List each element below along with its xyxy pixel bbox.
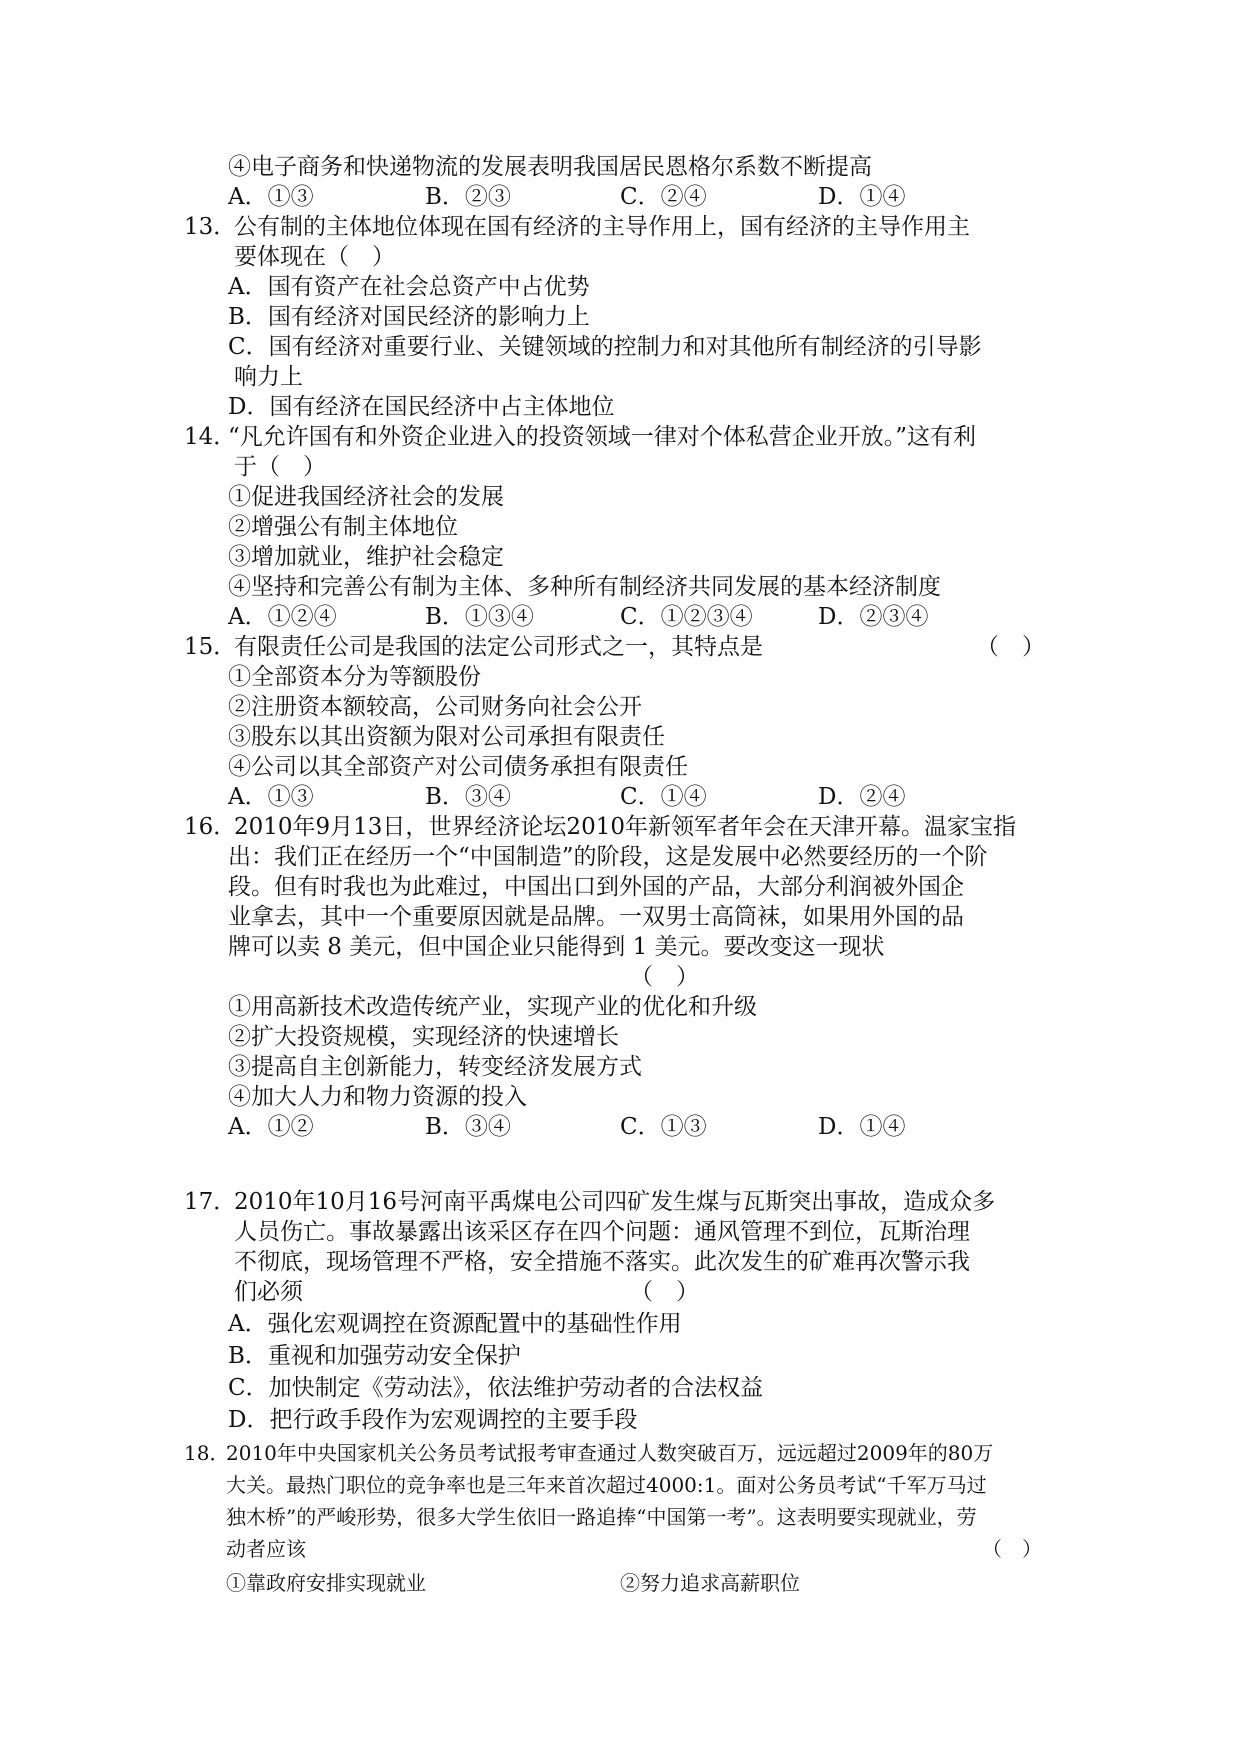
q15-number: 15． bbox=[184, 634, 237, 660]
q13-number: 13． bbox=[184, 214, 237, 240]
q18-number: 18． bbox=[184, 1441, 230, 1465]
q14-statement-1: ①促进我国经济社会的发展 bbox=[228, 484, 504, 510]
q16-stem-line-3: 段。但有时我也为此难过，中国出口到外国的产品，大部分利润被外国企 bbox=[228, 874, 964, 900]
q13-choice-c-line-1: C．国有经济对重要行业、关键领域的控制力和对其他所有制经济的引导影 bbox=[228, 334, 982, 360]
q17-answer-paren: （ ） bbox=[630, 1279, 699, 1305]
q14-stem-line-1: “凡允许国有和外资企业进入的投资领域一律对个体私营企业开放。”这有利 bbox=[228, 424, 977, 450]
q12-option-c: C．②④ bbox=[620, 184, 707, 210]
q12-option-a: A．①③ bbox=[228, 184, 314, 210]
q17-choice-a: A．强化宏观调控在资源配置中的基础性作用 bbox=[228, 1311, 682, 1337]
q14-statement-3: ③增加就业，维护社会稳定 bbox=[228, 544, 504, 570]
q14-stem-line-2: 于（ ） bbox=[234, 454, 326, 480]
q18-stem-line-2: 大关。最热门职位的竞争率也是三年来首次超过4000:1。面对公务员考试“千军万马过 bbox=[226, 1473, 987, 1497]
q13-choice-b: B．国有经济对国民经济的影响力上 bbox=[228, 304, 590, 330]
q17-choice-d: D．把行政手段作为宏观调控的主要手段 bbox=[228, 1407, 638, 1433]
q12-option-b: B．②③ bbox=[425, 184, 511, 210]
q16-option-d: D．①④ bbox=[818, 1114, 906, 1140]
q16-stem-line-1: 2010年9月13日，世界经济论坛2010年新领军者年会在天津开幕。温家宝指 bbox=[234, 814, 1016, 840]
q12-statement-4: ④电子商务和快递物流的发展表明我国居民恩格尔系数不断提高 bbox=[228, 154, 872, 180]
q17-choice-c: C．加快制定《劳动法》，依法维护劳动者的合法权益 bbox=[228, 1375, 764, 1401]
q18-answer-paren: （ ） bbox=[982, 1537, 1042, 1561]
q15-statement-2: ②注册资本额较高，公司财务向社会公开 bbox=[228, 694, 642, 720]
q16-option-a: A．①② bbox=[228, 1114, 314, 1140]
q15-option-b: B．③④ bbox=[425, 784, 511, 810]
q17-choice-b: B．重视和加强劳动安全保护 bbox=[228, 1343, 521, 1369]
q16-statement-2: ②扩大投资规模，实现经济的快速增长 bbox=[228, 1024, 619, 1050]
q16-statement-3: ③提高自主创新能力，转变经济发展方式 bbox=[228, 1054, 642, 1080]
q15-option-d: D．②④ bbox=[818, 784, 906, 810]
q14-option-b: B．①③④ bbox=[425, 604, 534, 630]
q14-number: 14． bbox=[184, 424, 237, 450]
q16-statement-1: ①用高新技术改造传统产业，实现产业的优化和升级 bbox=[228, 994, 757, 1020]
q12-option-d: D．①④ bbox=[818, 184, 906, 210]
q14-statement-2: ②增强公有制主体地位 bbox=[228, 514, 458, 540]
q13-choice-d: D．国有经济在国民经济中占主体地位 bbox=[228, 394, 615, 420]
q17-stem-line-2: 人员伤亡。事故暴露出该采区存在四个问题：通风管理不到位，瓦斯治理 bbox=[234, 1219, 970, 1245]
q18-stem-line-3: 独木桥”的严峻形势，很多大学生依旧一路追捧“中国第一考”。这表明要实现就业，劳 bbox=[226, 1505, 977, 1529]
q15-option-c: C．①④ bbox=[620, 784, 707, 810]
q15-statement-4: ④公司以其全部资产对公司债务承担有限责任 bbox=[228, 754, 688, 780]
q18-stem-line-1: 2010年中央国家机关公务员考试报考审查通过人数突破百万，远远超过2009年的80万 bbox=[226, 1441, 994, 1465]
q18-statement-1: ①靠政府安排实现就业 bbox=[226, 1571, 426, 1595]
q16-option-c: C．①③ bbox=[620, 1114, 707, 1140]
q14-option-d: D．②③④ bbox=[818, 604, 929, 630]
q18-stem-line-4: 动者应该 bbox=[226, 1537, 306, 1561]
q15-statement-3: ③股东以其出资额为限对公司承担有限责任 bbox=[228, 724, 665, 750]
q15-answer-paren: （ ） bbox=[976, 634, 1045, 660]
q15-option-a: A．①③ bbox=[228, 784, 314, 810]
q17-stem-line-1: 2010年10月16号河南平禹煤电公司四矿发生煤与瓦斯突出事故，造成众多 bbox=[234, 1189, 996, 1215]
q16-stem-line-2: 出：我们正在经历一个“中国制造”的阶段，这是发展中必然要经历的一个阶 bbox=[228, 844, 988, 870]
q17-stem-line-3: 不彻底，现场管理不严格，安全措施不落实。此次发生的矿难再次警示我 bbox=[234, 1249, 970, 1275]
q13-stem-line-2: 要体现在（ ） bbox=[234, 244, 395, 270]
q13-stem-line-1: 公有制的主体地位体现在国有经济的主导作用上，国有经济的主导作用主 bbox=[234, 214, 970, 240]
q14-option-a: A．①②④ bbox=[228, 604, 337, 630]
q15-stem: 有限责任公司是我国的法定公司形式之一，其特点是 bbox=[234, 634, 763, 660]
q16-answer-paren: （ ） bbox=[630, 964, 699, 990]
q17-number: 17． bbox=[184, 1189, 237, 1215]
q17-stem-line-4: 们必须 bbox=[234, 1279, 303, 1305]
q13-choice-c-line-2: 响力上 bbox=[234, 364, 303, 390]
q16-stem-line-4: 业拿去，其中一个重要原因就是品牌。一双男士高筒袜，如果用外国的品 bbox=[228, 904, 964, 930]
q18-statement-2: ②努力追求高薪职位 bbox=[620, 1571, 800, 1595]
q14-statement-4: ④坚持和完善公有制为主体、多种所有制经济共同发展的基本经济制度 bbox=[228, 574, 941, 600]
q16-stem-line-5: 牌可以卖 8 美元，但中国企业只能得到 1 美元。要改变这一现状 bbox=[228, 934, 885, 960]
q16-statement-4: ④加大人力和物力资源的投入 bbox=[228, 1084, 527, 1110]
q13-choice-a: A．国有资产在社会总资产中占优势 bbox=[228, 274, 590, 300]
q16-option-b: B．③④ bbox=[425, 1114, 511, 1140]
q16-number: 16． bbox=[184, 814, 237, 840]
q15-statement-1: ①全部资本分为等额股份 bbox=[228, 664, 481, 690]
q14-option-c: C．①②③④ bbox=[620, 604, 753, 630]
